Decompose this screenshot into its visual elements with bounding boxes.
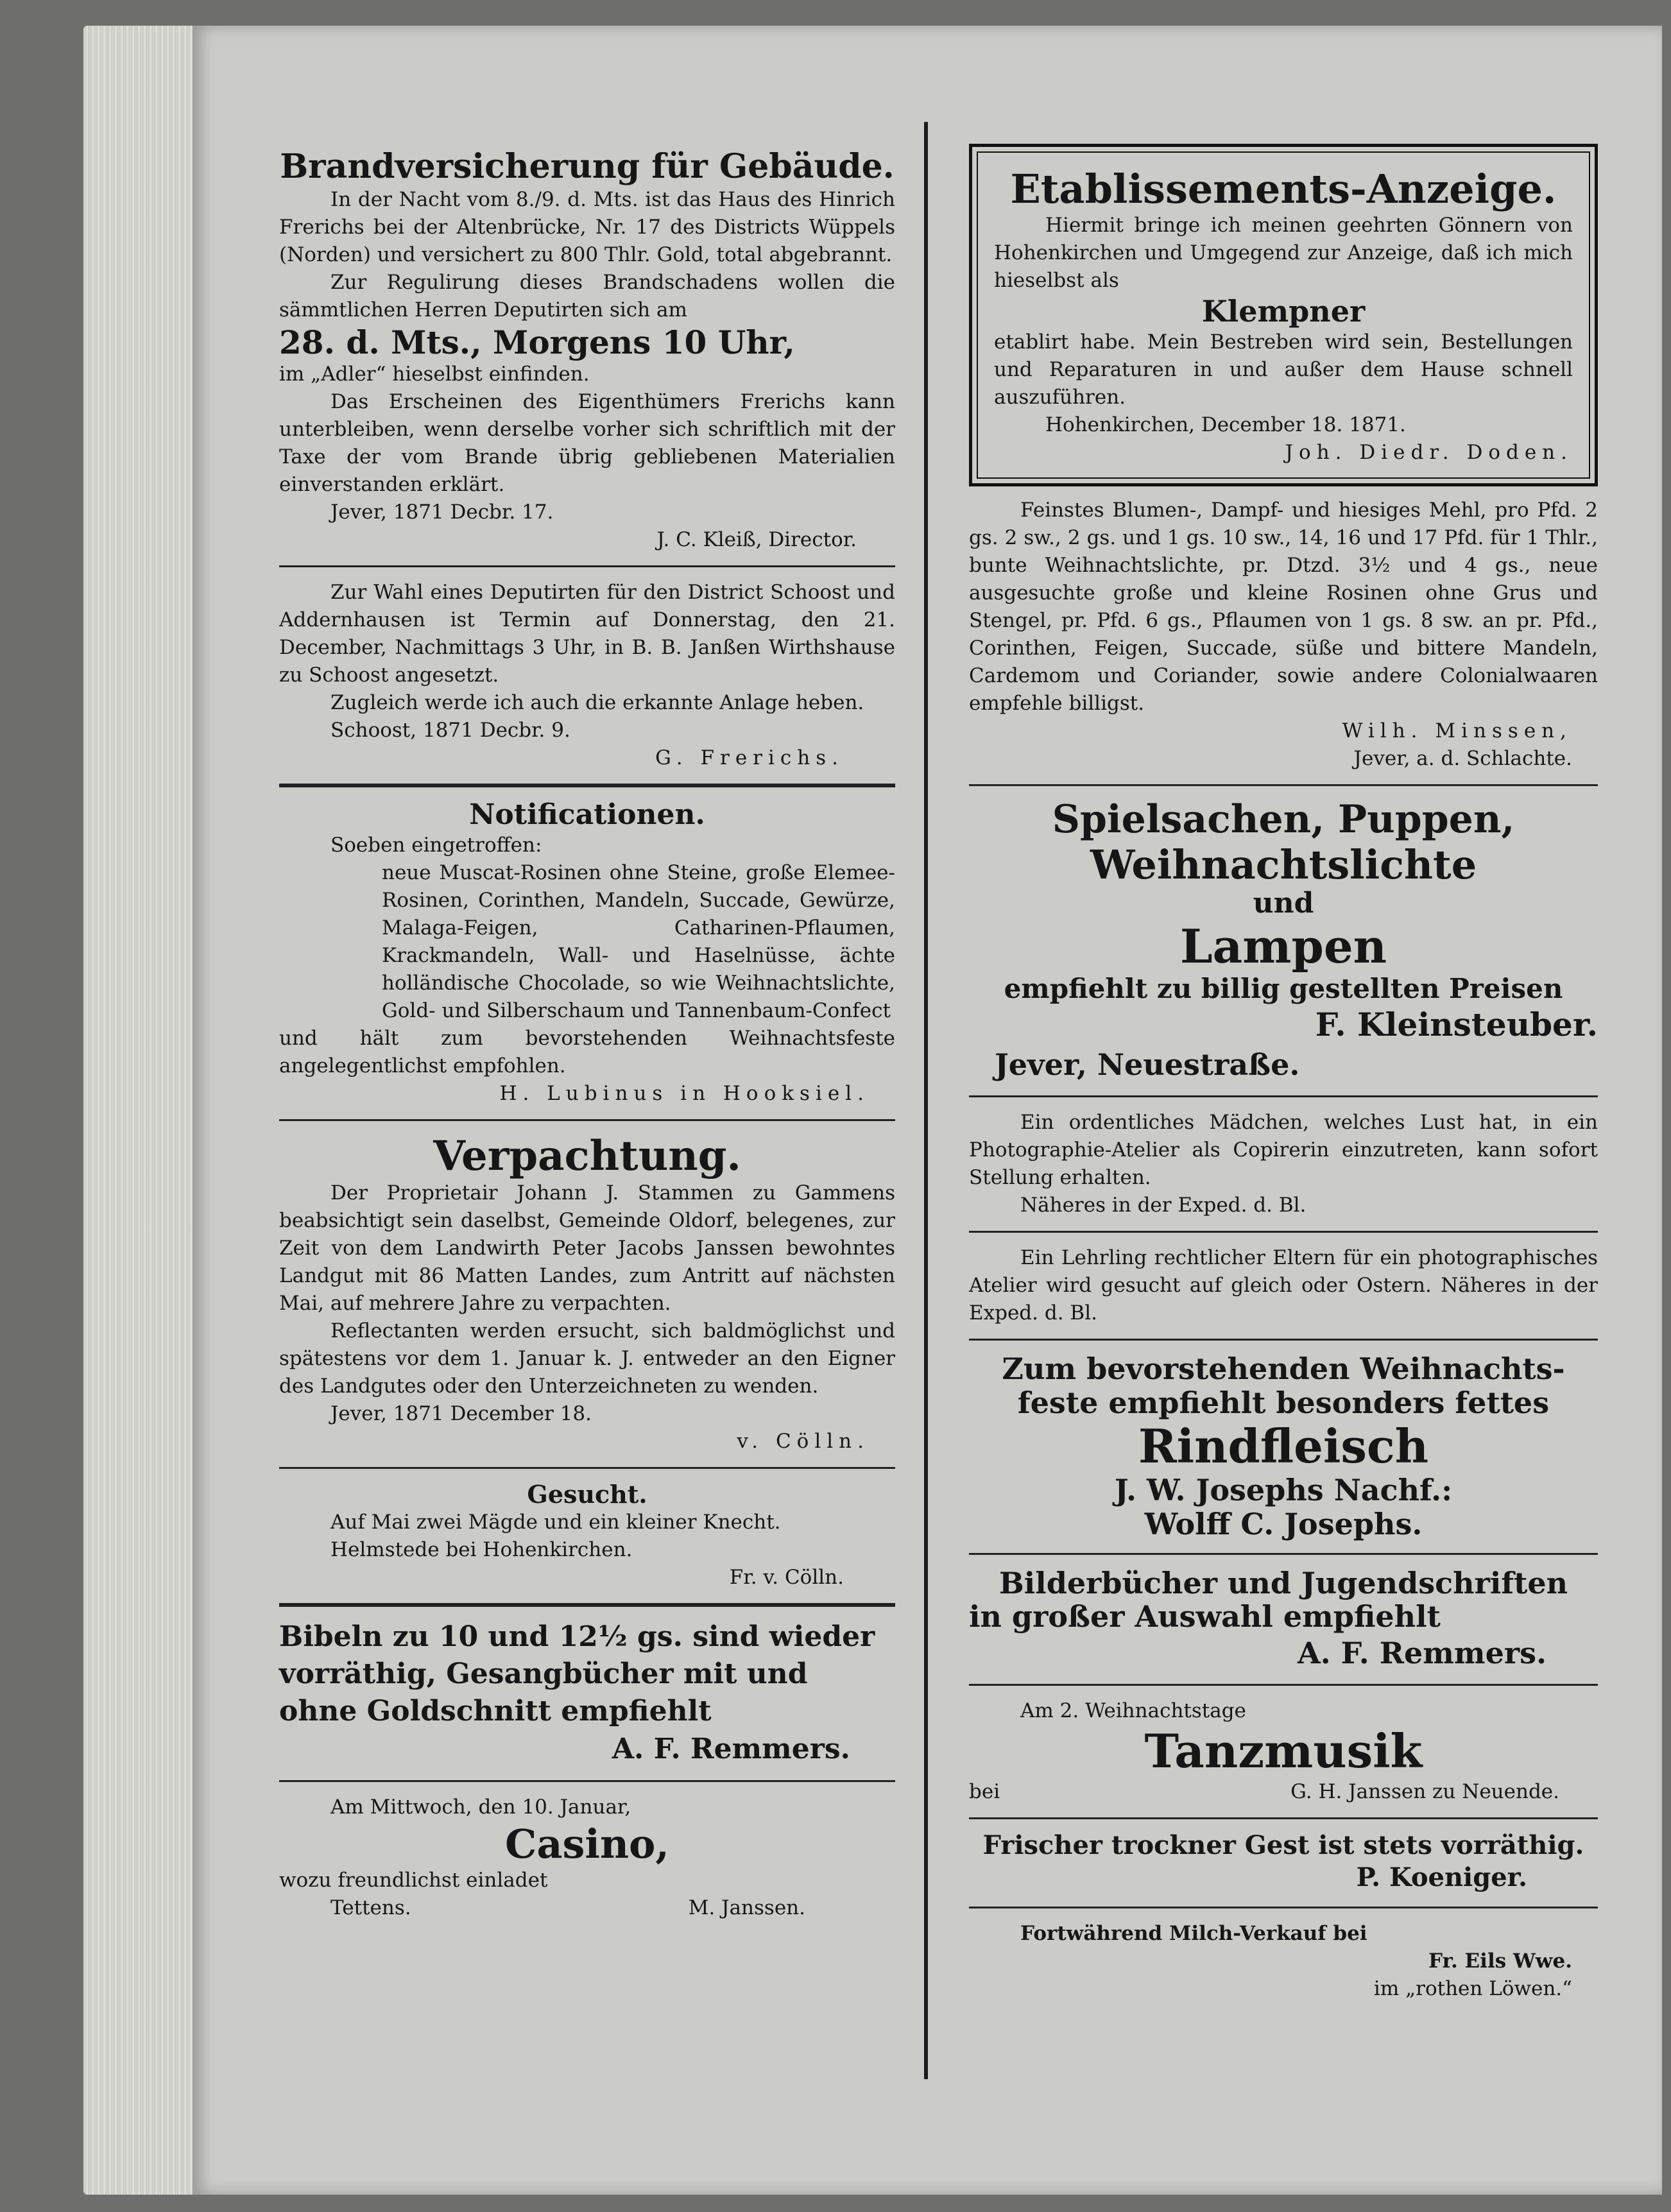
ad-separator <box>279 1780 895 1782</box>
ad-display-line: Bilderbücher und Jugendschriften <box>998 1565 1568 1600</box>
ad-place: Tettens. <box>330 1896 411 1920</box>
ad-signature: A. F. Remmers. <box>1297 1636 1547 1671</box>
ad-title: Gesucht. <box>527 1480 647 1509</box>
ad-display-line: Spielsachen, Puppen, <box>1052 797 1515 843</box>
ad-title: Verpachtung. <box>433 1131 741 1180</box>
ad-display-line: in großer Auswahl empfiehlt <box>969 1599 1441 1634</box>
ad-paragraph: Zur Wahl eines Deputirten für den District Schoost und Addernhausen ist Termin auf Donnerstag, den 21. December, Nachmittags 3 Uhr, in B. B. Janßen Wirthshause zu Schoost angesetzt. <box>279 581 895 687</box>
ad-separator <box>279 565 895 567</box>
ad-paragraph: In der Nacht vom 8./9. d. Mts. ist das Haus des Hinrich Frerichs bei der Altenbrücke, Nr. 17 des Districts Wüppels (Norden) und versichert zu 800 Thlr. Gold, total abgebrannt. <box>279 187 895 266</box>
ad-trade: Klempner <box>1201 294 1366 329</box>
ad-casino <box>279 1794 895 1922</box>
ad-display-line: Zum bevorstehenden Weihnachts- <box>1002 1351 1565 1387</box>
ad-separator <box>279 784 895 787</box>
ad-separator <box>969 1095 1598 1097</box>
ad-paragraph: Zur Regulirung dieses Brandschadens wollen die sämmtlichen Herren Deputirten sich am <box>279 270 895 322</box>
ad-separator <box>969 1339 1598 1341</box>
ad-line: Helmstede bei Hohenkirchen. <box>330 1538 633 1562</box>
ad-line: Soeben eingetroffen: <box>330 833 542 857</box>
ad-line: wozu freundlichst einladet <box>279 1869 548 1892</box>
ad-separator <box>969 1684 1598 1686</box>
ad-signature: Wilh. Minssen, <box>1342 719 1572 743</box>
ad-paragraph: Ein ordentliches Mädchen, welches Lust hat, in ein Photographie-Atelier als Copirerin einzutreten, kann sofort Stellung erhalten. <box>969 1111 1598 1190</box>
ad-deputirtenwahl <box>279 579 895 772</box>
ad-separator <box>969 1231 1598 1233</box>
ad-signature: Fr. Eils Wwe. <box>1428 1950 1572 1973</box>
ad-display-line: Weihnachtslichte <box>1090 841 1477 889</box>
ad-display-line: feste empfiehlt besonders fettes <box>1017 1385 1550 1421</box>
ad-paragraph: Ein Lehrling rechtlicher Eltern für ein photographisches Atelier wird gesucht auf gleich oder Ostern. Näheres in der Exped. d. Bl. <box>969 1246 1598 1325</box>
column-divider <box>924 122 928 2079</box>
ad-title: Brandversicherung für Gebäude. <box>280 147 895 186</box>
ad-signature: v. Cölln. <box>737 1430 870 1453</box>
ad-maedchen-gesucht <box>969 1109 1598 1219</box>
ad-paragraph: etablirt habe. Mein Bestreben wird sein, Bestellungen und Reparaturen in und außer dem Hause schnell auszuführen. <box>994 330 1573 409</box>
ad-line: Am 2. Weihnachtstage <box>1020 1699 1246 1723</box>
ad-dateline: Schoost, 1871 Decbr. 9. <box>330 719 570 742</box>
ad-separator <box>969 1907 1598 1908</box>
ad-display-line: empfiehlt zu billig gestellten Preisen <box>1004 972 1563 1004</box>
ad-signature: Fr. v. Cölln. <box>729 1566 844 1590</box>
ad-line: Näheres in der Exped. d. Bl. <box>1020 1194 1307 1217</box>
ad-dateline: Hohenkirchen, December 18. 1871. <box>1045 413 1406 437</box>
ad-dateline: Jever, 1871 Decbr. 17. <box>330 501 554 524</box>
ad-signature: J. C. Kleiß, Director. <box>656 528 857 552</box>
ad-place: im „rothen Löwen.“ <box>1373 1977 1572 2001</box>
ad-signature: P. Koeniger. <box>1356 1862 1527 1893</box>
left-column <box>279 148 895 1922</box>
ad-dateline: Jever, 1871 December 18. <box>330 1402 592 1426</box>
book-page-edges <box>83 26 199 2195</box>
ad-paragraph: im „Adler“ hieselbst einfinden. <box>279 363 590 386</box>
ad-paragraph: Reflectanten werden ersucht, sich baldmöglichst und spätestens vor dem 1. Januar k. J. entweder an den Eigner des Landgutes oder den Unterzeichneten zu wenden. <box>279 1319 895 1398</box>
ad-display-line: Frischer trockner Gest ist stets vorräthig. <box>982 1830 1584 1861</box>
ad-signature: Wolff C. Josephs. <box>1144 1506 1423 1541</box>
ad-paragraph: Hiermit bringe ich meinen geehrten Gönnern von Hohenkirchen und Umgegend zur Anzeige, daß ich mich hieselbst als <box>994 214 1573 293</box>
ad-signature: G. H. Janssen zu Neuende. <box>1290 1780 1559 1804</box>
ad-spielsachen <box>969 798 1598 1084</box>
ad-signature: Joh. Diedr. Doden. <box>1285 441 1573 465</box>
ad-brandversicherung <box>279 148 895 554</box>
ad-signature: M. Janssen. <box>688 1896 805 1920</box>
ad-highlight-date: 28. d. Mts., Morgens 10 Uhr, <box>279 323 795 361</box>
ad-signature: G. Frerichs. <box>655 746 844 770</box>
ad-notificationen <box>279 799 895 1108</box>
ad-line: Am Mittwoch, den 10. Januar, <box>330 1796 631 1819</box>
ad-signature: J. W. Josephs Nachf.: <box>1114 1472 1453 1507</box>
ad-mehl <box>969 497 1598 773</box>
ad-rindfleisch <box>969 1352 1598 1541</box>
ad-place: Jever, Neuestraße. <box>995 1047 1300 1083</box>
ad-paragraph: Das Erscheinen des Eigenthümers Frerichs kann unterbleiben, wenn derselbe vorher sich schriftlich mit der Taxe der vom Brande übrig gebliebenen Materialien einverstanden erklärt. <box>279 390 895 497</box>
ad-separator <box>279 1467 895 1469</box>
ad-separator <box>279 1119 895 1121</box>
right-column <box>969 148 1598 2003</box>
ad-title: Rindfleisch <box>1138 1418 1429 1473</box>
ad-line: Fortwährend Milch-Verkauf bei <box>1020 1922 1367 1946</box>
ad-signature: F. Kleinsteuber. <box>1315 1006 1598 1044</box>
ad-separator <box>279 1603 895 1607</box>
ad-place: Jever, a. d. Schlachte. <box>1353 747 1572 771</box>
ad-title: Etablissements-Anzeige. <box>1010 166 1557 212</box>
ad-gest <box>969 1831 1598 1895</box>
ad-title: Notificationen. <box>469 798 705 832</box>
ad-title: Tanzmusik <box>1144 1724 1423 1779</box>
ad-bilderbuecher <box>969 1566 1598 1673</box>
ad-bibeln <box>279 1618 895 1769</box>
ad-signature: A. F. Remmers. <box>612 1733 850 1766</box>
ad-paragraph: Der Proprietair Johann J. Stammen zu Gammens beabsichtigt sein daselbst, Gemeinde Oldorf, belegenes, zur Zeit von dem Landwirth Peter Jacobs Janssen bewohntes Landgut mit 86 Matten Landes, zum Antritt auf nächsten Mai, auf mehrere Jahre zu verpachten. <box>279 1181 895 1316</box>
ad-separator <box>969 1817 1598 1819</box>
ad-paragraph: und hält zum bevorstehenden Weihnachtsfeste angelegentlichst empfohlen. <box>279 1026 895 1077</box>
ad-etablissements-anzeige <box>969 144 1598 486</box>
ad-milch-verkauf <box>969 1920 1598 2003</box>
ad-goods-list: neue Muscat-Rosinen ohne Steine, große Elemee-Rosinen, Corinthen, Mandeln, Succade, Gewürze, Malaga-Feigen, Catharinen-Pflaumen, Krackmandeln, Wall- und Haselnüsse, ächte holländische Chocolade, so wie Weihnachtslichte, Gold- und Silberschaum und Tannenbaum-Confect <box>382 861 895 1022</box>
ad-separator <box>969 1553 1598 1555</box>
ad-lehrling-gesucht <box>969 1244 1598 1327</box>
ad-separator <box>969 784 1598 786</box>
ad-paragraph: Zugleich werde ich auch die erkannte Anlage heben. <box>330 691 864 715</box>
ad-display-line: Lampen <box>1180 919 1387 974</box>
ad-display-line: und <box>1253 887 1314 920</box>
ad-gesucht <box>279 1480 895 1591</box>
ad-line: Auf Mai zwei Mägde und ein kleiner Knecht. <box>330 1511 781 1534</box>
ad-line: bei <box>969 1780 1000 1804</box>
ad-verpachtung <box>279 1133 895 1456</box>
ad-signature: H. Lubinus in Hooksiel. <box>499 1081 870 1105</box>
ad-tanzmusik <box>969 1697 1598 1806</box>
ad-title: Casino, <box>505 1821 669 1868</box>
ad-paragraph: Feinstes Blumen-, Dampf- und hiesiges Mehl, pro Pfd. 2 gs. 2 sw., 2 gs. und 1 gs. 10 sw., 14, 16 und 17 Pfd. für 1 Thlr., bunte Weihnachtslichte, pr. Dtzd. 3½ und 4 gs., neue ausgesuchte große und kleine Rosinen ohne Grus und Stengel, pr. Pfd. 6 gs., Pflaumen von 1 gs. 8 sw. an pr. Pfd., Corinthen, Feigen, Succade, süße und bittere Mandeln, Cardemom und Coriander, sowie andere Colonialwaaren empfehle billigst. <box>969 499 1598 716</box>
ad-display-text: Bibeln zu 10 und 12½ gs. sind wieder vorräthig, Gesangbücher mit und ohne Goldschnitt empfiehlt <box>279 1620 875 1728</box>
